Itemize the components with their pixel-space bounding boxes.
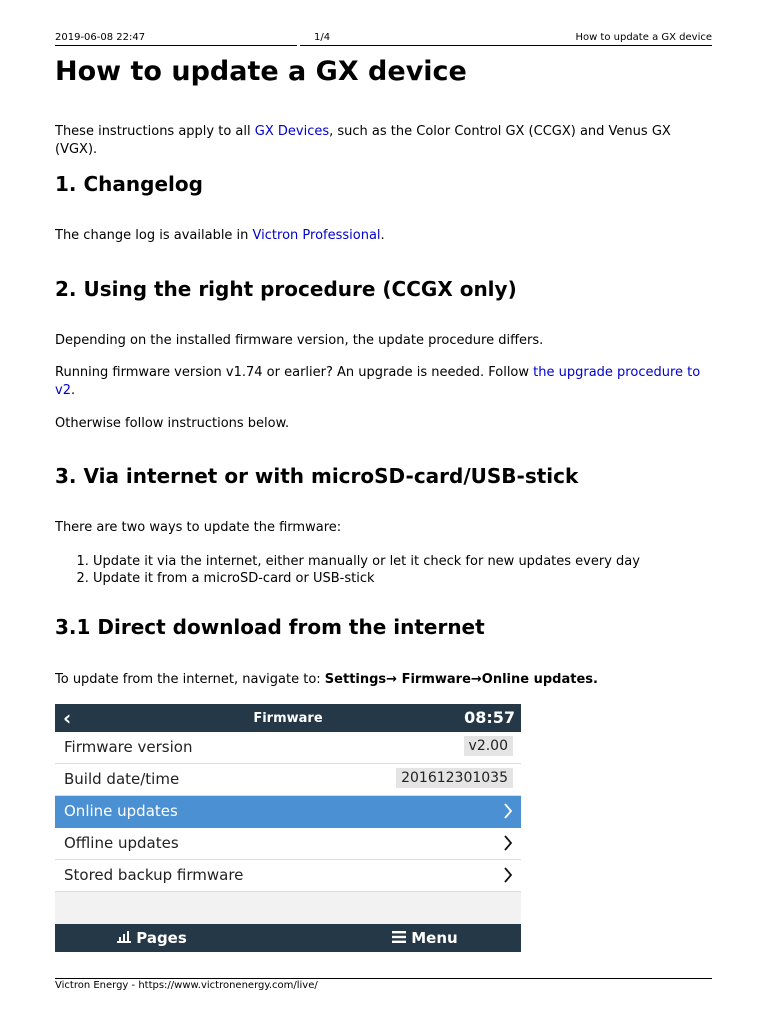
row-label: Offline updates bbox=[64, 834, 179, 852]
upgrade-procedure-link[interactable]: the upgrade procedure to v2 bbox=[55, 365, 701, 398]
bar-chart-icon bbox=[117, 931, 131, 943]
footer-rule bbox=[55, 978, 712, 979]
row-label: Build date/time bbox=[64, 770, 180, 788]
menu-label: Menu bbox=[411, 929, 458, 947]
header-datetime: 2019-06-08 22:47 bbox=[55, 32, 146, 43]
firmware-version-row bbox=[55, 732, 521, 764]
list-item: 2. Update it from a microSD-card or USB-stick bbox=[93, 570, 640, 587]
procedure-paragraph-2: Running firmware version v1.74 or earlier? An upgrade is needed. Follow the upgrade procedure to v2. bbox=[55, 365, 701, 398]
row-value: 201612301035 bbox=[396, 768, 513, 788]
via-intro: There are two ways to update the firmware: bbox=[55, 520, 342, 535]
chevron-right-icon bbox=[503, 833, 513, 853]
stored-backup-row bbox=[55, 860, 521, 892]
hamburger-icon bbox=[392, 931, 406, 943]
screenshot-bottom-bar bbox=[55, 924, 521, 952]
row-label: Stored backup firmware bbox=[64, 866, 244, 884]
back-chevron-icon: ‹ bbox=[63, 706, 72, 730]
update-methods-list bbox=[55, 553, 640, 587]
document-page bbox=[55, 0, 712, 1024]
screenshot-clock: 08:57 bbox=[464, 708, 515, 727]
online-updates-row bbox=[55, 796, 521, 828]
page-footer: Victron Energy - https://www.victronenergy.com/live/ bbox=[55, 980, 318, 991]
procedure-paragraph-1: Depending on the installed firmware version, the update procedure differs. bbox=[55, 333, 544, 348]
menu-button bbox=[392, 929, 458, 947]
changelog-heading: 1. Changelog bbox=[55, 172, 203, 196]
intro-paragraph: These instructions apply to all GX Devices, such as the Color Control GX (CCGX) and Venus GX (VGX). bbox=[55, 124, 671, 157]
header-rule-left bbox=[55, 45, 297, 46]
navigation-path: Settings→ Firmware→Online updates. bbox=[324, 672, 598, 687]
direct-download-heading: 3.1 Direct download from the internet bbox=[55, 615, 485, 639]
changelog-paragraph: The change log is available in Victron Professional. bbox=[55, 228, 385, 243]
victron-professional-link[interactable]: Victron Professional bbox=[252, 228, 381, 243]
via-heading: 3. Via internet or with microSD-card/USB-stick bbox=[55, 464, 579, 488]
screenshot-title-bar bbox=[55, 704, 521, 732]
procedure-heading: 2. Using the right procedure (CCGX only) bbox=[55, 277, 517, 301]
chevron-right-icon bbox=[503, 865, 513, 885]
offline-updates-row bbox=[55, 828, 521, 860]
procedure-paragraph-3: Otherwise follow instructions below. bbox=[55, 416, 290, 431]
build-date-row bbox=[55, 764, 521, 796]
pages-button bbox=[117, 929, 187, 947]
screenshot-title: Firmware bbox=[253, 711, 323, 726]
header-rule-right bbox=[300, 45, 712, 46]
row-label: Online updates bbox=[64, 802, 178, 820]
row-value: v2.00 bbox=[464, 736, 513, 756]
running-header bbox=[55, 32, 712, 46]
page-title: How to update a GX device bbox=[55, 56, 467, 87]
list-item: 1. Update it via the internet, either manually or let it check for new updates every day bbox=[93, 553, 640, 570]
chevron-right-icon bbox=[503, 801, 513, 821]
header-doc-title: How to update a GX device bbox=[575, 32, 712, 43]
row-label: Firmware version bbox=[64, 738, 193, 756]
pages-label: Pages bbox=[136, 929, 187, 947]
navigate-paragraph: To update from the internet, navigate to: Settings→ Firmware→Online updates. bbox=[55, 672, 598, 687]
gx-devices-link[interactable]: GX Devices bbox=[254, 124, 330, 139]
header-page-number: 1/4 bbox=[314, 32, 331, 43]
firmware-menu-screenshot bbox=[55, 704, 521, 952]
